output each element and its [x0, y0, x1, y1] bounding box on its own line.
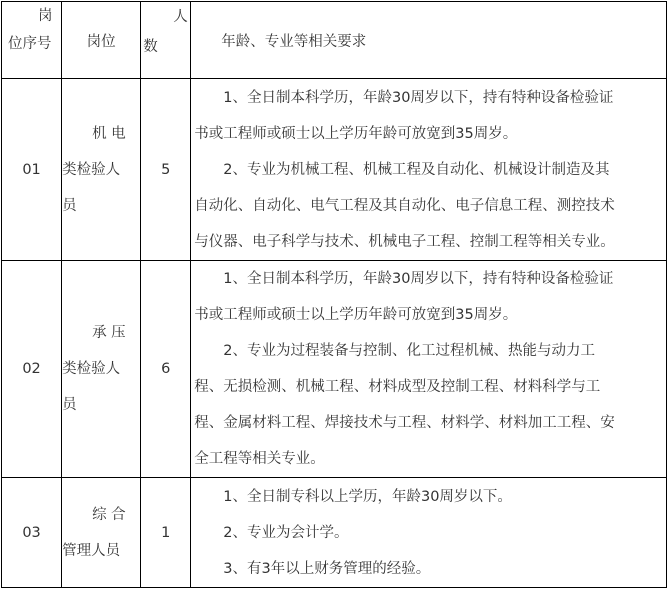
requirement-line: 2、专业为会计学。: [194, 524, 349, 541]
row-count: [141, 478, 191, 588]
requirement-line: 书或工程师或硕士以上学历年龄可放宽到35周岁。: [194, 307, 518, 323]
row-post-line: 类检验人: [62, 361, 121, 377]
table-row: [2, 478, 667, 588]
header-post: [62, 2, 141, 79]
row-post-line: 类检验人: [62, 161, 121, 178]
requirement-line: 1、全日制本科学历，年龄30周岁以下，持有特种设备检验证: [194, 89, 614, 106]
requirement-line: 书或工程师或硕士以上学历年龄可放宽到35周岁。: [194, 125, 518, 142]
header-post-number: [2, 2, 62, 79]
requirement-line: 程、无损检测、机械工程、材料成型及控制工程、材料科学与工: [194, 379, 601, 395]
row-requirements: [191, 478, 667, 588]
requirement-line: 2、专业为机械工程、机械工程及自动化、机械设计制造及其: [194, 161, 610, 178]
row-post-line: 员: [62, 397, 77, 413]
row-count: [141, 261, 191, 478]
row-number: [2, 478, 62, 588]
requirement-line: 自动化、自动化、电气工程及其自动化、电子信息工程、测控技术: [194, 197, 615, 214]
row-count: [141, 79, 191, 261]
row-count-text: 6: [161, 361, 171, 377]
header-count: [141, 2, 191, 79]
header-requirements: [191, 2, 667, 79]
row-number: [2, 261, 62, 478]
row-post-line: 机 电: [92, 125, 126, 142]
row-post-line: 综 合: [92, 506, 126, 523]
table-row: [2, 79, 667, 261]
header-count-line-1: 人: [173, 9, 188, 25]
header-post-number-line-1: 岗: [38, 8, 53, 24]
header-row: [2, 2, 667, 79]
row-post-line: 管理人员: [62, 542, 121, 559]
row-post: [62, 261, 141, 478]
row-post: [62, 478, 141, 588]
row-number: [2, 79, 62, 261]
header-requirements-label: 年龄、专业等相关要求: [221, 33, 367, 50]
row-number-text: 02: [22, 361, 41, 377]
row-requirements: [191, 79, 667, 261]
row-number-text: 03: [22, 524, 41, 541]
requirement-line: 与仪器、电子科学与技术、机械电子工程、控制工程等相关专业。: [194, 233, 615, 250]
requirement-line: 1、全日制专科以上学历，年龄30周岁以下。: [194, 488, 512, 505]
row-number-text: 01: [22, 161, 41, 178]
header-count-line-2: 数: [143, 39, 158, 55]
header-post-number-line-2: 位序号: [8, 36, 52, 52]
row-post-line: 员: [62, 197, 77, 214]
requirement-line: 2、专业为过程装备与控制、化工过程机械、热能与动力工: [194, 343, 595, 359]
requirement-line: 3、有3年以上财务管理的经验。: [194, 560, 431, 577]
row-requirements: [191, 261, 667, 478]
row-post-line: 承 压: [92, 325, 126, 341]
table-row: [2, 261, 667, 478]
requirements-table: [1, 1, 667, 588]
row-count-text: 1: [161, 524, 171, 541]
header-post-label: 岗位: [86, 33, 116, 50]
requirement-line: 程、金属材料工程、焊接技术与工程、材料学、材料加工工程、安: [194, 415, 615, 431]
requirement-line: 1、全日制本科学历，年龄30周岁以下，持有特种设备检验证: [194, 271, 614, 287]
row-post: [62, 79, 141, 261]
requirement-line: 全工程等相关专业。: [194, 451, 325, 467]
row-count-text: 5: [161, 161, 171, 178]
